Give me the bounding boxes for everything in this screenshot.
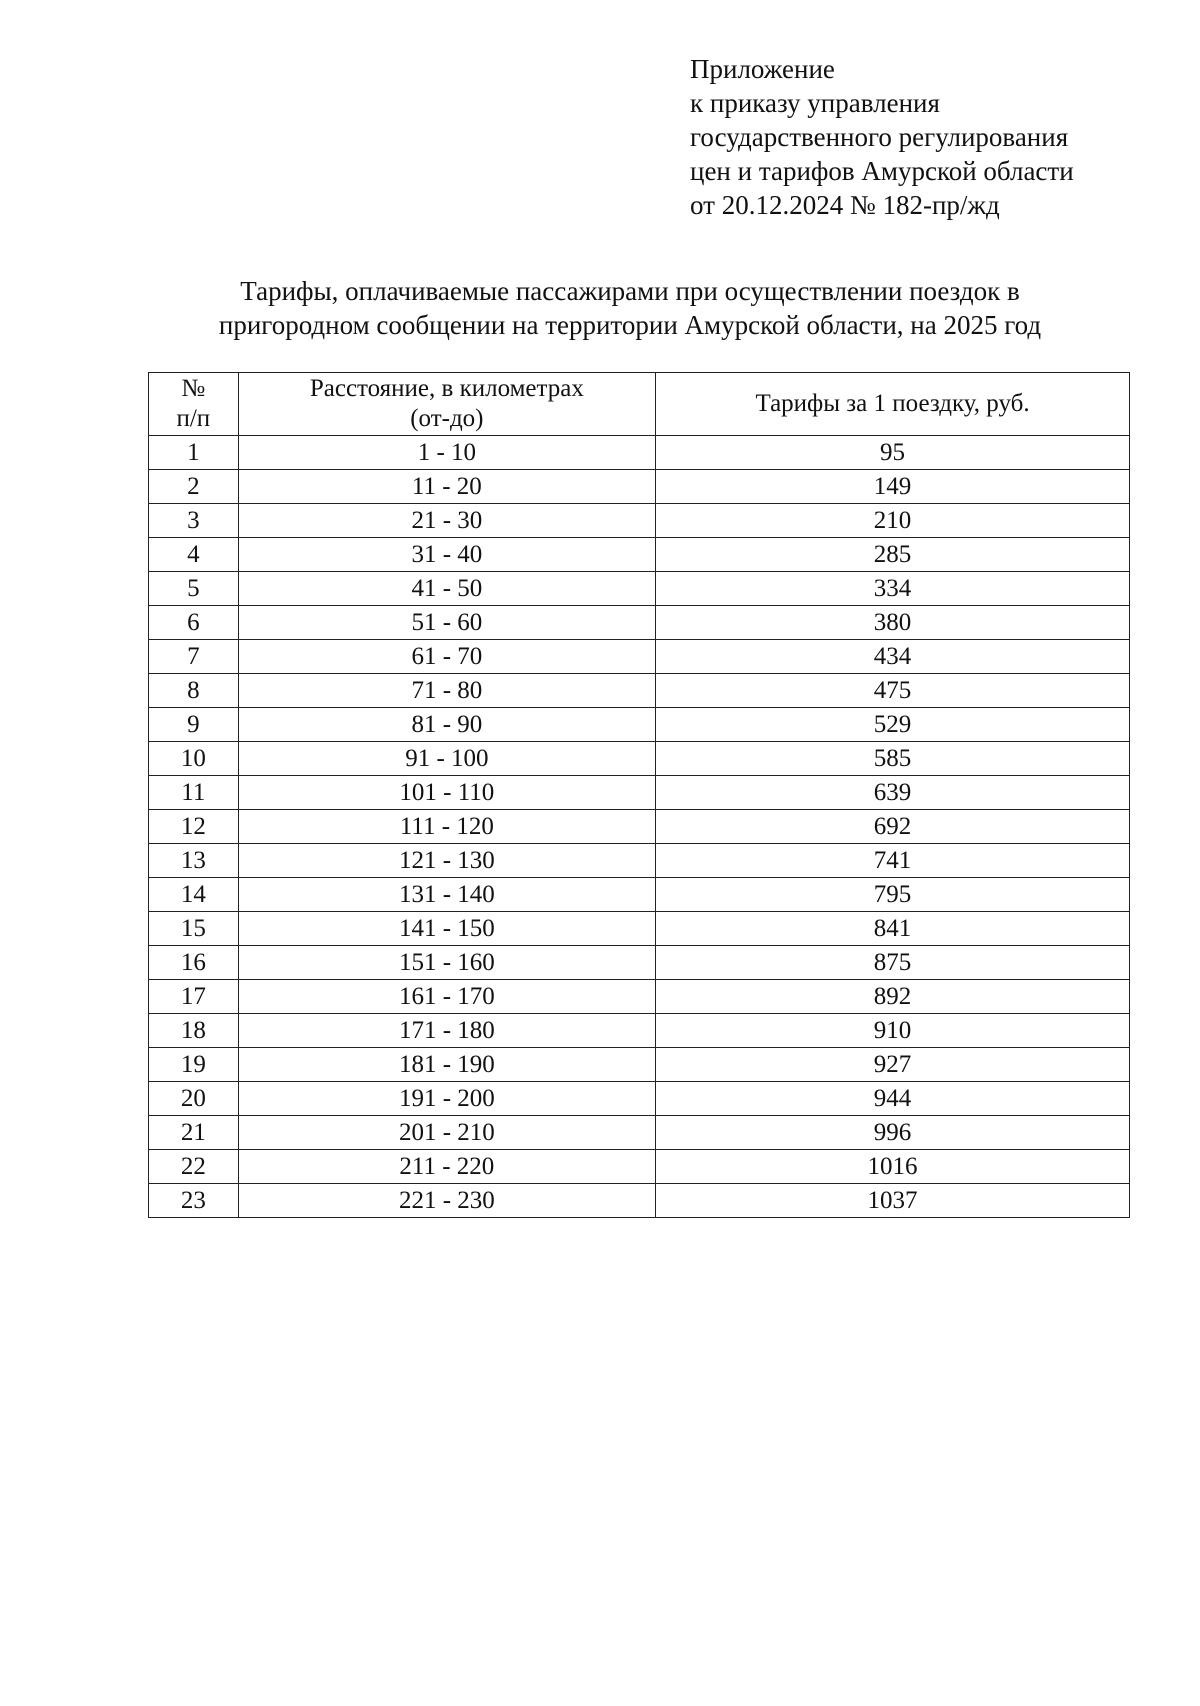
row-distance: 181 - 190 <box>238 1048 655 1082</box>
row-tariff: 741 <box>656 844 1130 878</box>
row-tariff: 149 <box>656 470 1130 504</box>
row-tariff: 585 <box>656 742 1130 776</box>
row-distance: 171 - 180 <box>238 1014 655 1048</box>
table-row <box>149 1014 1130 1048</box>
row-distance: 121 - 130 <box>238 844 655 878</box>
table-row <box>149 674 1130 708</box>
row-distance: 61 - 70 <box>238 640 655 674</box>
header-number-line-2: п/п <box>176 405 211 432</box>
row-distance: 141 - 150 <box>238 912 655 946</box>
table-row <box>149 912 1130 946</box>
row-tariff: 996 <box>656 1116 1130 1150</box>
table-row <box>149 606 1130 640</box>
row-tariff: 795 <box>656 878 1130 912</box>
appendix-line: к приказу управления <box>690 88 940 118</box>
table-row <box>149 708 1130 742</box>
header-distance <box>238 373 655 436</box>
row-distance: 31 - 40 <box>238 538 655 572</box>
header-distance-line-1: Расстояние, в километрах <box>309 375 584 402</box>
row-tariff: 892 <box>656 980 1130 1014</box>
row-number: 21 <box>149 1116 239 1150</box>
row-distance: 131 - 140 <box>238 878 655 912</box>
row-tariff: 529 <box>656 708 1130 742</box>
table-row <box>149 1184 1130 1218</box>
table-row <box>149 470 1130 504</box>
row-tariff: 639 <box>656 776 1130 810</box>
appendix-line: Приложение <box>690 54 835 84</box>
row-number: 8 <box>149 674 239 708</box>
row-number: 23 <box>149 1184 239 1218</box>
row-number: 20 <box>149 1082 239 1116</box>
row-tariff: 380 <box>656 606 1130 640</box>
table-row <box>149 572 1130 606</box>
row-tariff: 334 <box>656 572 1130 606</box>
table-row <box>149 878 1130 912</box>
table-row <box>149 1150 1130 1184</box>
row-number: 22 <box>149 1150 239 1184</box>
row-distance: 1 - 10 <box>238 436 655 470</box>
row-number: 2 <box>149 470 239 504</box>
row-number: 12 <box>149 810 239 844</box>
row-distance: 221 - 230 <box>238 1184 655 1218</box>
row-number: 14 <box>149 878 239 912</box>
table-row <box>149 810 1130 844</box>
row-number: 9 <box>149 708 239 742</box>
row-tariff: 927 <box>656 1048 1130 1082</box>
appendix-line: цен и тарифов Амурской области <box>690 156 1074 186</box>
row-tariff: 1016 <box>656 1150 1130 1184</box>
tariff-table <box>148 372 1130 1218</box>
row-distance: 81 - 90 <box>238 708 655 742</box>
table-body <box>149 436 1130 1218</box>
row-distance: 151 - 160 <box>238 946 655 980</box>
table-row <box>149 538 1130 572</box>
document-title-line-1: Тарифы, оплачиваемые пассажирами при осуществлении поездок в <box>240 276 1020 306</box>
appendix-block <box>690 52 1170 222</box>
table-header-row <box>149 373 1130 436</box>
table-row <box>149 946 1130 980</box>
row-tariff: 875 <box>656 946 1130 980</box>
row-tariff: 692 <box>656 810 1130 844</box>
row-number: 15 <box>149 912 239 946</box>
table-row <box>149 844 1130 878</box>
row-tariff: 210 <box>656 504 1130 538</box>
row-distance: 91 - 100 <box>238 742 655 776</box>
table-row <box>149 640 1130 674</box>
row-distance: 211 - 220 <box>238 1150 655 1184</box>
row-tariff: 285 <box>656 538 1130 572</box>
appendix-line: от 20.12.2024 № 182-пр/жд <box>690 190 1000 220</box>
row-number: 4 <box>149 538 239 572</box>
table-row <box>149 504 1130 538</box>
row-tariff: 841 <box>656 912 1130 946</box>
row-tariff: 475 <box>656 674 1130 708</box>
row-number: 11 <box>149 776 239 810</box>
row-distance: 71 - 80 <box>238 674 655 708</box>
row-distance: 51 - 60 <box>238 606 655 640</box>
row-distance: 111 - 120 <box>238 810 655 844</box>
row-distance: 21 - 30 <box>238 504 655 538</box>
document-title <box>150 274 1110 342</box>
row-distance: 101 - 110 <box>238 776 655 810</box>
header-distance-line-2: (от-до) <box>410 405 484 432</box>
row-number: 16 <box>149 946 239 980</box>
appendix-line: государственного регулирования <box>690 122 1069 152</box>
row-distance: 161 - 170 <box>238 980 655 1014</box>
row-tariff: 1037 <box>656 1184 1130 1218</box>
header-number <box>149 373 239 436</box>
row-distance: 201 - 210 <box>238 1116 655 1150</box>
document-title-line-2: пригородном сообщении на территории Амурской области, на 2025 год <box>218 310 1042 340</box>
table-row <box>149 436 1130 470</box>
row-number: 13 <box>149 844 239 878</box>
row-number: 17 <box>149 980 239 1014</box>
row-number: 1 <box>149 436 239 470</box>
header-number-line-1: № <box>181 375 206 402</box>
row-distance: 41 - 50 <box>238 572 655 606</box>
table-row <box>149 776 1130 810</box>
row-number: 6 <box>149 606 239 640</box>
row-number: 5 <box>149 572 239 606</box>
header-tariff: Тарифы за 1 поездку, руб. <box>656 373 1130 436</box>
table-row <box>149 742 1130 776</box>
table-row <box>149 1048 1130 1082</box>
row-number: 18 <box>149 1014 239 1048</box>
row-tariff: 944 <box>656 1082 1130 1116</box>
row-distance: 191 - 200 <box>238 1082 655 1116</box>
table-row <box>149 1116 1130 1150</box>
row-tariff: 95 <box>656 436 1130 470</box>
row-distance: 11 - 20 <box>238 470 655 504</box>
row-number: 7 <box>149 640 239 674</box>
row-number: 10 <box>149 742 239 776</box>
row-tariff: 434 <box>656 640 1130 674</box>
row-tariff: 910 <box>656 1014 1130 1048</box>
row-number: 3 <box>149 504 239 538</box>
row-number: 19 <box>149 1048 239 1082</box>
table-row <box>149 980 1130 1014</box>
table-row <box>149 1082 1130 1116</box>
